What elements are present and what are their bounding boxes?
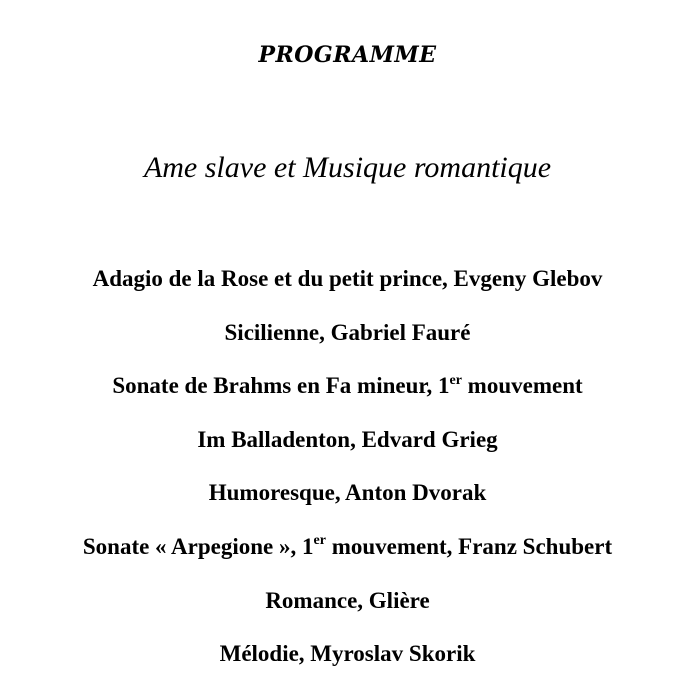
- work-item-brahms: [0, 366, 695, 420]
- work-text-before: Sonate de Brahms en Fa mineur, 1: [112, 373, 450, 399]
- work-text-after: mouvement, Franz Schubert: [325, 533, 613, 559]
- work-item-faure: [0, 313, 695, 367]
- programme-heading: PROGRAMME: [258, 42, 437, 68]
- work-item-schubert: [0, 527, 695, 581]
- work-item-skorik: [0, 634, 695, 688]
- work-item-dvorak: [0, 473, 695, 527]
- work-text: Sicilienne, Gabriel Fauré: [224, 319, 471, 345]
- work-item-gliere: [0, 581, 695, 635]
- works-list: [0, 259, 695, 688]
- work-superscript: er: [313, 533, 326, 549]
- work-text: Humoresque, Anton Dvorak: [208, 480, 487, 506]
- programme-subtitle: Ame slave et Musique romantique: [143, 151, 552, 184]
- work-text: Adagio de la Rose et du petit prince, Evgeny Glebov: [92, 266, 603, 291]
- work-item-grieg: [0, 420, 695, 474]
- work-text-after: mouvement: [461, 373, 583, 399]
- work-superscript: er: [449, 372, 462, 388]
- work-text-before: Sonate « Arpegione », 1: [82, 533, 314, 559]
- work-text: Mélodie, Myroslav Skorik: [219, 641, 476, 667]
- work-text: Romance, Glière: [265, 587, 430, 613]
- work-item-glebov: [0, 259, 695, 313]
- work-text: Im Balladenton, Edvard Grieg: [197, 426, 498, 452]
